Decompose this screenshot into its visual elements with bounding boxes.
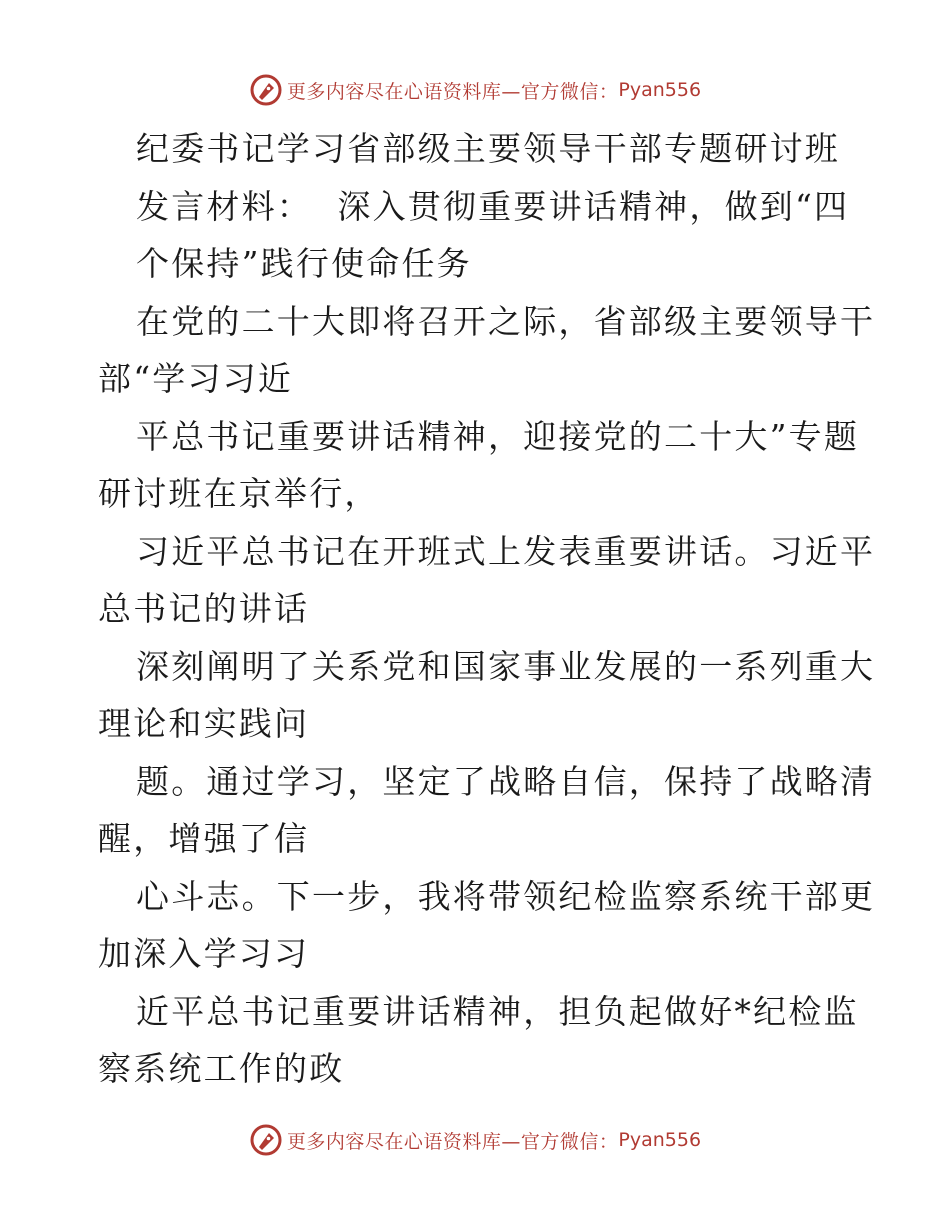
text-line: 平总书记重要讲话精神，迎接党的二十大”专题 xyxy=(136,416,860,456)
text-line: 深刻阐明了关系党和国家事业发展的一系列重大 xyxy=(136,646,876,686)
text-line: 个保持”践行使命任务 xyxy=(136,244,472,283)
header-watermark xyxy=(0,72,950,108)
watermark-text: 更多内容尽在心语资料库—官方微信： xyxy=(286,1130,619,1153)
pen-nib-logo-icon xyxy=(249,73,283,107)
text-line: 总书记的讲话 xyxy=(98,589,310,628)
watermark-contact: Pyan556 xyxy=(618,1129,702,1151)
text-line: 习近平总书记在开班式上发表重要讲话。习近平 xyxy=(136,531,876,571)
pen-nib-logo-icon xyxy=(249,1123,283,1157)
watermark-contact: Pyan556 xyxy=(618,79,702,101)
watermark-text: 更多内容尽在心语资料库—官方微信： xyxy=(286,80,619,103)
text-line: 加深入学习习 xyxy=(98,934,310,973)
text-line: 近平总书记重要讲话精神，担负起做好*纪检监 xyxy=(136,991,859,1031)
document-body xyxy=(98,120,876,1098)
text-line: 发言材料： 深入贯彻重要讲话精神，做到“四 xyxy=(136,186,850,226)
text-line: 理论和实践问 xyxy=(98,704,310,743)
footer-watermark xyxy=(0,1122,950,1158)
text-line: 在党的二十大即将召开之际，省部级主要领导干 xyxy=(136,301,876,341)
text-line: 纪委书记学习省部级主要领导干部专题研讨班 xyxy=(136,129,840,168)
text-line: 题。通过学习，坚定了战略自信，保持了战略清 xyxy=(136,761,876,801)
text-line: 部“学习习近 xyxy=(98,359,294,398)
text-line: 心斗志。下一步，我将带领纪检监察系统干部更 xyxy=(136,876,876,916)
text-line: 醒，增强了信 xyxy=(98,819,310,858)
text-line: 察系统工作的政 xyxy=(98,1049,345,1088)
text-line: 研讨班在京举行， xyxy=(98,474,380,513)
